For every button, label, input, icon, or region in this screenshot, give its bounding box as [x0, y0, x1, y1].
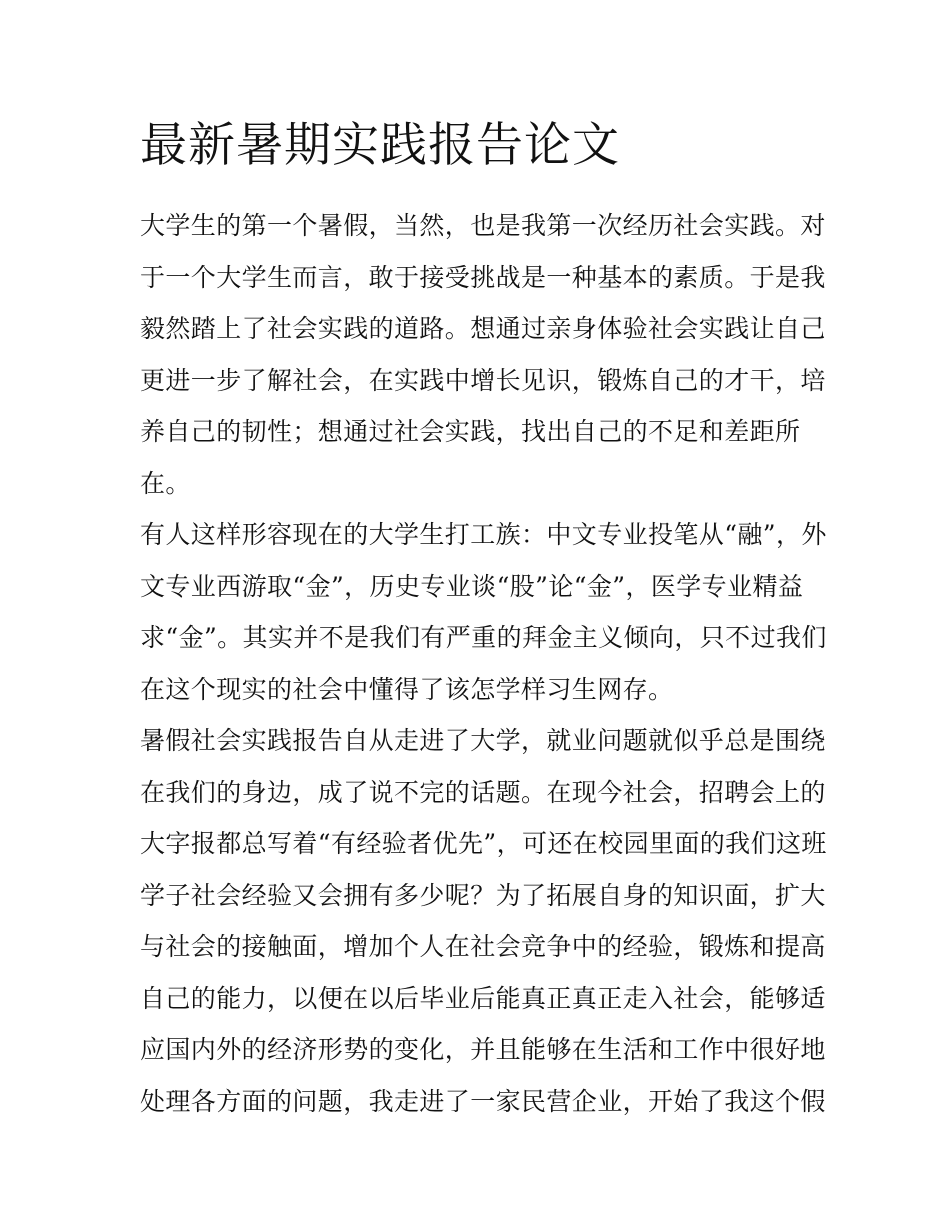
text-line: 有人这样形容现在的大学生打工族：中文专业投笔从“融”，外 — [140, 520, 827, 549]
text-line: 文专业西游取“金”，历史专业谈“股”论“金”，医学专业精益 — [140, 571, 804, 601]
text-line: 学子社会经验又会拥有多少呢？为了拓展自身的知识面，扩大 — [140, 880, 826, 910]
text-line: 处理各方面的问题，我走进了一家民营企业，开始了我这个假 — [140, 1086, 826, 1116]
text-line: 养自己的韧性；想通过社会实践，找出自己的不足和差距所 — [140, 417, 801, 446]
text-line: 自己的能力，以便在以后毕业后能真正真正走入社会，能够适 — [140, 983, 826, 1013]
text-line: 与社会的接触面，增加个人在社会竞争中的经验，锻炼和提高 — [140, 932, 826, 961]
text-line: 于一个大学生而言，敢于接受挑战是一种基本的素质。于是我 — [140, 262, 826, 292]
text-line: 大字报都总写着“有经验者优先”，可还在校园里面的我们这班 — [140, 829, 827, 858]
paragraph-1 — [140, 200, 826, 509]
paragraph-2 — [140, 509, 827, 715]
text-line: 在我们的身边，成了说不完的话题。在现今社会，招聘会上的 — [140, 777, 826, 807]
document-title: 最新暑期实践报告论文 — [140, 118, 620, 173]
paragraph-3 — [140, 715, 827, 1127]
text-line: 大学生的第一个暑假，当然，也是我第一次经历社会实践。对 — [140, 211, 826, 240]
text-line: 更进一步了解社会，在实践中增长见识，锻炼自己的才干，培 — [140, 365, 826, 395]
text-line: 暑假社会实践报告自从走进了大学，就业问题就似乎总是围绕 — [140, 726, 826, 755]
text-line: 在这个现实的社会中懂得了该怎学样习生网存。 — [140, 674, 674, 704]
text-line: 应国内外的经济形势的变化，并且能够在生活和工作中很好地 — [140, 1035, 826, 1064]
text-line: 求“金”。其实并不是我们有严重的拜金主义倾向，只不过我们 — [140, 623, 827, 652]
text-line: 毅然踏上了社会实践的道路。想通过亲身体验社会实践让自己 — [140, 314, 826, 343]
document-body — [140, 200, 827, 1127]
text-line: 在。 — [140, 468, 191, 498]
